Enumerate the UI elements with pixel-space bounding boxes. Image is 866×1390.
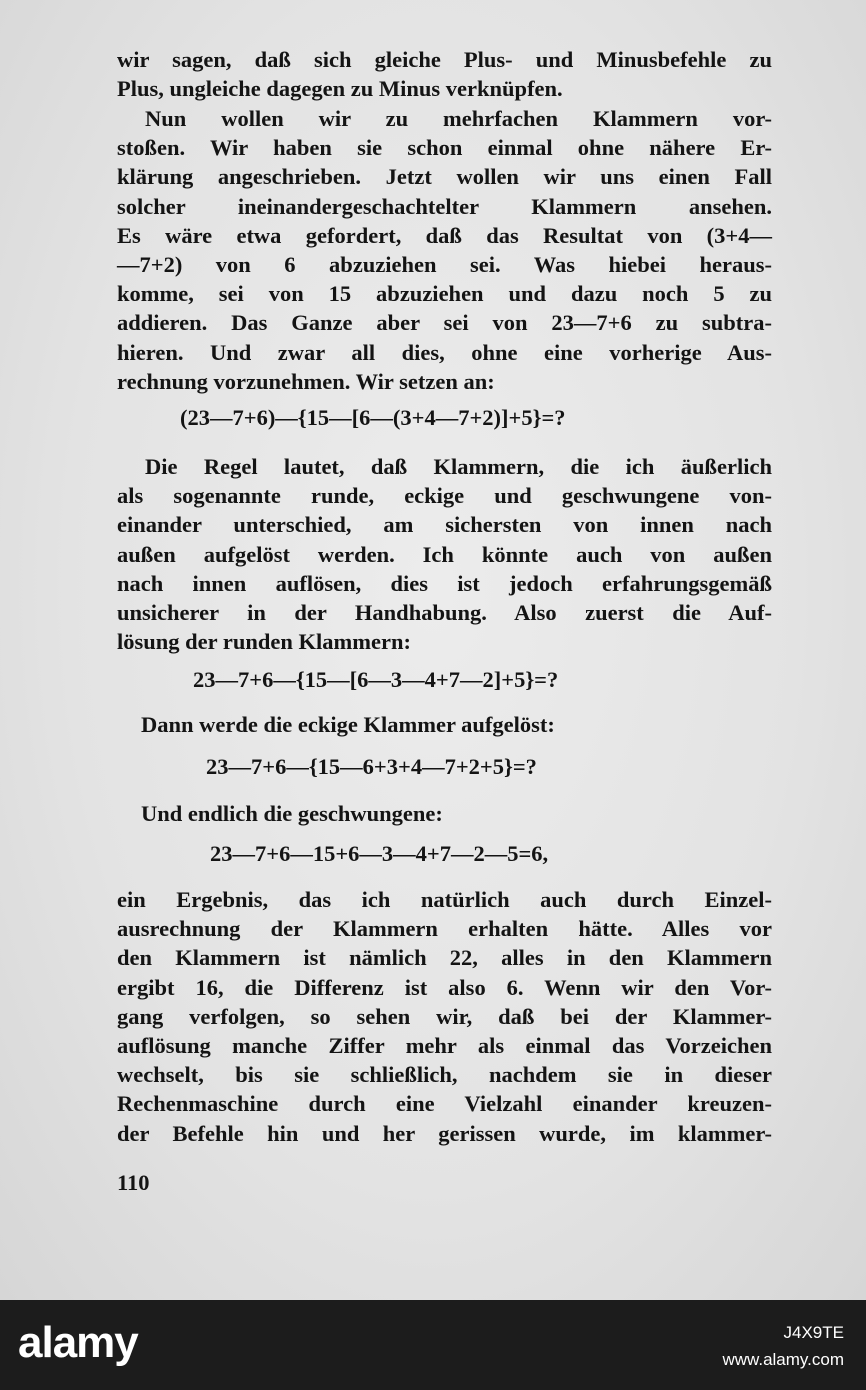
paragraph-3 (117, 452, 772, 656)
text-line: der Befehle hin und her gerissen wurde, im klammer- (117, 1120, 772, 1146)
text-line: einander unterschied, am sichersten von innen nach (117, 512, 772, 538)
text-line: Plus, ungleiche dagegen zu Minus verknüpfen. (117, 76, 563, 102)
text-line: lösung der runden Klammern: (117, 629, 411, 655)
text-line: solcher ineinandergeschachtelter Klammern ansehen. (117, 193, 772, 219)
text-line: gang verfolgen, so sehen wir, daß bei der Klammer- (117, 1003, 772, 1029)
text-line: als sogenannte runde, eckige und geschwungene von- (117, 483, 772, 509)
text-line: Rechenmaschine durch eine Vielzahl einander kreuzen- (117, 1091, 772, 1117)
page-number: 110 (117, 1170, 150, 1195)
paragraph-1 (117, 45, 772, 103)
text-line: ausrechnung der Klammern erhalten hätte. Alles vor (117, 916, 772, 942)
text-line: wechselt, bis sie schließlich, nachdem sie in dieser (117, 1062, 772, 1088)
source-url: www.alamy.com (722, 1350, 844, 1369)
text-line: auflösung manche Ziffer mehr als einmal das Vorzeichen (117, 1032, 772, 1058)
paragraph-5 (117, 799, 772, 828)
text-line: nach innen auflösen, dies ist jedoch erfahrungsgemäß (117, 570, 772, 596)
text-line: wir sagen, daß sich gleiche Plus- und Minusbefehle zu (117, 47, 772, 72)
text-line: —7+2) von 6 abzuziehen sei. Was hiebei heraus- (117, 251, 772, 277)
text-line: hieren. Und zwar all dies, ohne eine vorherige Aus- (117, 339, 772, 365)
image-id: J4X9TE (783, 1323, 844, 1342)
text-line: Die Regel lautet, daß Klammern, die ich äußerlich (145, 454, 772, 479)
text-line: Es wäre etwa gefordert, daß das Resultat von (3+4— (117, 222, 772, 248)
text-line: komme, sei von 15 abzuziehen und dazu noch 5 zu (117, 281, 772, 307)
alamy-logo: alamy (18, 1318, 138, 1367)
text-line: unsicherer in der Handhabung. Also zuerst die Auf- (117, 599, 772, 625)
paragraph-2 (117, 104, 772, 396)
text-line: außen aufgelöst werden. Ich könnte auch von außen (117, 541, 772, 567)
text-line: stoßen. Wir haben sie schon einmal ohne nähere Er- (117, 135, 772, 161)
formula-nested-brackets: (23—7+6)—{15—[6—(3+4—7+2)]+5}=? (180, 405, 566, 430)
text-line: addieren. Das Ganze aber sei von 23—7+6 zu subtra- (117, 310, 772, 336)
paragraph-6 (117, 885, 772, 1148)
text-line: ein Ergebnis, das ich natürlich auch durch Einzel- (117, 887, 772, 912)
text-line: klärung angeschrieben. Jetzt wollen wir uns einen Fall (117, 164, 772, 190)
formula-square-resolved: 23—7+6—{15—6+3+4—7+2+5}=? (206, 754, 537, 779)
text-line: Dann werde die eckige Klammer aufgelöst: (141, 712, 555, 737)
text-line: Und endlich die geschwungene: (141, 801, 443, 826)
text-line: rechnung vorzunehmen. Wir setzen an: (117, 368, 495, 394)
paragraph-4 (117, 710, 772, 739)
text-line: den Klammern ist nämlich 22, alles in den Klammern (117, 945, 772, 971)
formula-final-result: 23—7+6—15+6—3—4+7—2—5=6, (210, 841, 549, 866)
formula-round-resolved: 23—7+6—{15—[6—3—4+7—2]+5}=? (193, 667, 559, 692)
text-line: Nun wollen wir zu mehrfachen Klammern vor- (145, 106, 772, 131)
text-line: ergibt 16, die Differenz ist also 6. Wenn wir den Vor- (117, 974, 772, 1000)
